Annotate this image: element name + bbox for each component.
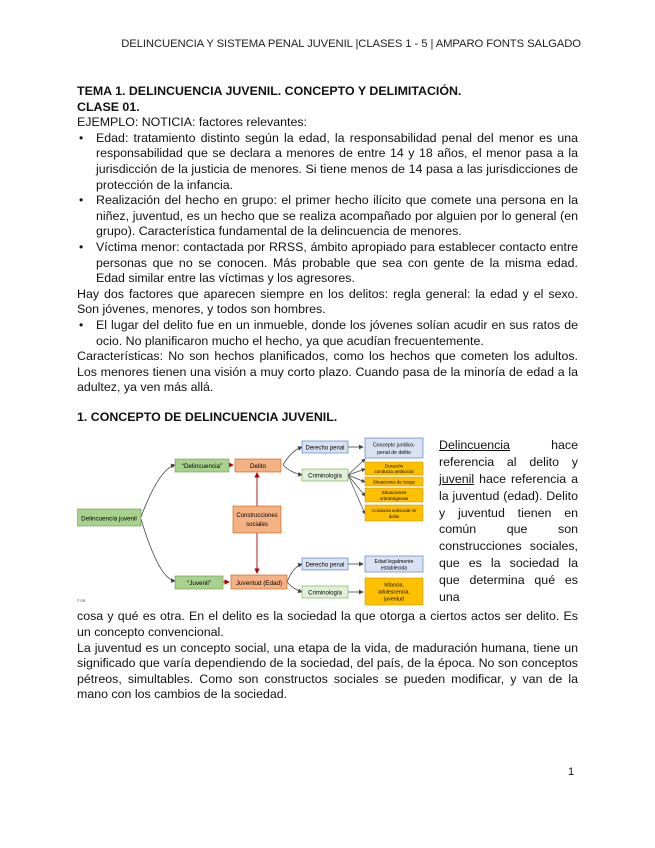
word-delincuencia: Delincuencia — [439, 438, 510, 453]
svg-text:Edad legalmente: Edad legalmente — [374, 559, 414, 566]
svg-text:Derecho penal: Derecho penal — [305, 445, 345, 452]
list-item: • Víctima menor: contactada por RRSS, ámbito apropiado para establecer contacto entre personas que no se conocen. Más probable que sea con gente de la misma edad. Edad similar entre las víctimas y los agresores. — [77, 240, 578, 287]
factors-list — [77, 131, 578, 287]
page-number: 1 — [568, 766, 575, 778]
paragraph-factores: Hay dos factores que aparecen siempre en los delitos: regla general: la edad y el sexo. Son jóvenes, menores, y todos son hombres. — [77, 286, 578, 317]
node-situaciones-riesgo — [365, 477, 423, 486]
list-item: • Edad: tratamiento distinto según la edad, la responsabilidad penal del menor es una responsabilidad que se declara a menores de entre 14 y 18 años, el menor pasa a la jurisdicción de la justicia de menores. Si tiene menos de 14 pasa a las jurisdicciones de protección de la infancia. — [77, 131, 578, 193]
svg-text:establecida: establecida — [380, 565, 408, 572]
diagram-credit: © EB — [77, 599, 86, 604]
svg-text:Delincuencia juvenil: Delincuencia juvenil — [81, 515, 137, 523]
list-item: • El lugar del delito fue en un inmueble, donde los jóvenes solían acudir en sus ratos de ocio. No planificaron mucho el hecho, ya que acudían frecuentemente. — [77, 318, 578, 349]
svg-text:Conducta antisocial vs: Conducta antisocial vs — [372, 508, 416, 514]
svg-text:“Delincuencia”: “Delincuencia” — [181, 463, 223, 471]
node-criminologia-top — [302, 469, 348, 481]
node-derecho-penal-top — [302, 441, 348, 453]
tema-title: TEMA 1. DELINCUENCIA JUVENIL. CONCEPTO Y DELIMITACIÓN. — [77, 84, 462, 98]
node-edad-legal — [365, 556, 423, 572]
svg-text:conducta antisocial: conducta antisocial — [374, 469, 414, 475]
section-title: 1. CONCEPTO DE DELINCUENCIA JUVENIL. — [77, 409, 338, 424]
node-concepto-juridico — [365, 438, 423, 458]
svg-text:penal de delito: penal de delito — [377, 450, 411, 457]
document-body — [77, 84, 578, 703]
svg-text:criminógenas: criminógenas — [379, 497, 409, 503]
svg-text:sociales: sociales — [246, 522, 268, 529]
list-item: • Realización del hecho en grupo: el primer hecho ilícito que comete una persona en la niñez, juventud, es un hecho que se realiza acompañado por alguien por lo general (en grupo). Característica fundamental de la delincuencia de menores. — [77, 193, 578, 240]
svg-text:Derecho penal: Derecho penal — [305, 562, 345, 569]
svg-text:“Juvenil”: “Juvenil” — [187, 580, 211, 588]
svg-text:Concepto jurídico-: Concepto jurídico- — [372, 442, 416, 449]
node-juvenil — [175, 576, 223, 589]
node-conducta-antisocial — [365, 505, 423, 521]
node-duracion — [365, 462, 423, 475]
svg-text:Criminología: Criminología — [308, 473, 342, 480]
paragraph-juventud: La juventud es un concepto social, una etapa de la vida, de maduración humana, tiene un significado que varía dependiendo de la sociedad, del país, de la época. No son conceptos pétreos, simultables. Como son constructos sociales se pueden modificar, y van de la mano con los cambios de la sociedad. — [77, 640, 578, 702]
svg-text:Juventud (Edad): Juventud (Edad) — [235, 580, 283, 588]
svg-text:Situaciones de riesgo: Situaciones de riesgo — [373, 479, 415, 485]
svg-text:Criminología: Criminología — [308, 590, 342, 597]
page-header: DELINCUENCIA Y SISTEMA PENAL JUVENIL |CLASES 1 - 5 | AMPARO FONTS SALGADO — [121, 38, 581, 50]
node-root — [77, 509, 141, 526]
word-juvenil: juvenil — [439, 472, 475, 487]
svg-text:Duración: Duración — [384, 463, 404, 469]
svg-text:Situaciones: Situaciones — [381, 491, 407, 497]
node-construcciones — [233, 506, 281, 533]
node-criminologia-bottom — [302, 586, 348, 598]
side-paragraph: Delincuencia hace referencia al delito y juvenil hace referencia a la juventud (edad). Delito y juventud tienen en común que son construcciones sociales, que es la sociedad la que determina qué es una — [439, 438, 578, 604]
svg-text:Construcciones: Construcciones — [236, 513, 278, 520]
node-infancia — [365, 578, 423, 605]
concept-figure-row — [77, 429, 578, 609]
node-delincuencia — [175, 459, 229, 472]
paragraph-caracteristicas: Características: No son hechos planificados, como los hechos que cometen los adultos. Los menores tienen una visión a muy corto plazo. Cuando pasa de la minoría de edad a la adultez, ya ven más allá. — [77, 349, 578, 395]
svg-text:Delito: Delito — [249, 463, 267, 471]
concept-diagram — [77, 429, 437, 609]
clase-title: CLASE 01. — [77, 99, 140, 114]
factors-list-2 — [77, 318, 578, 349]
paragraph-continued: cosa y qué es otra. En el delito es la sociedad la que otorga a ciertos actos ser delito. Es un concepto convencional. — [77, 609, 578, 640]
node-delito — [235, 459, 281, 472]
svg-text:Infancia,: Infancia, — [384, 582, 404, 589]
node-situaciones-criminogenas — [365, 488, 423, 502]
ejemplo-line: EJEMPLO: NOTICIA: factores relevantes: — [77, 115, 307, 130]
svg-text:adolescencia,: adolescencia, — [378, 589, 410, 596]
svg-text:juventud: juventud — [384, 596, 404, 603]
node-juventud — [231, 575, 287, 589]
node-derecho-penal-bottom — [302, 558, 348, 570]
svg-text:delito: delito — [388, 514, 400, 520]
